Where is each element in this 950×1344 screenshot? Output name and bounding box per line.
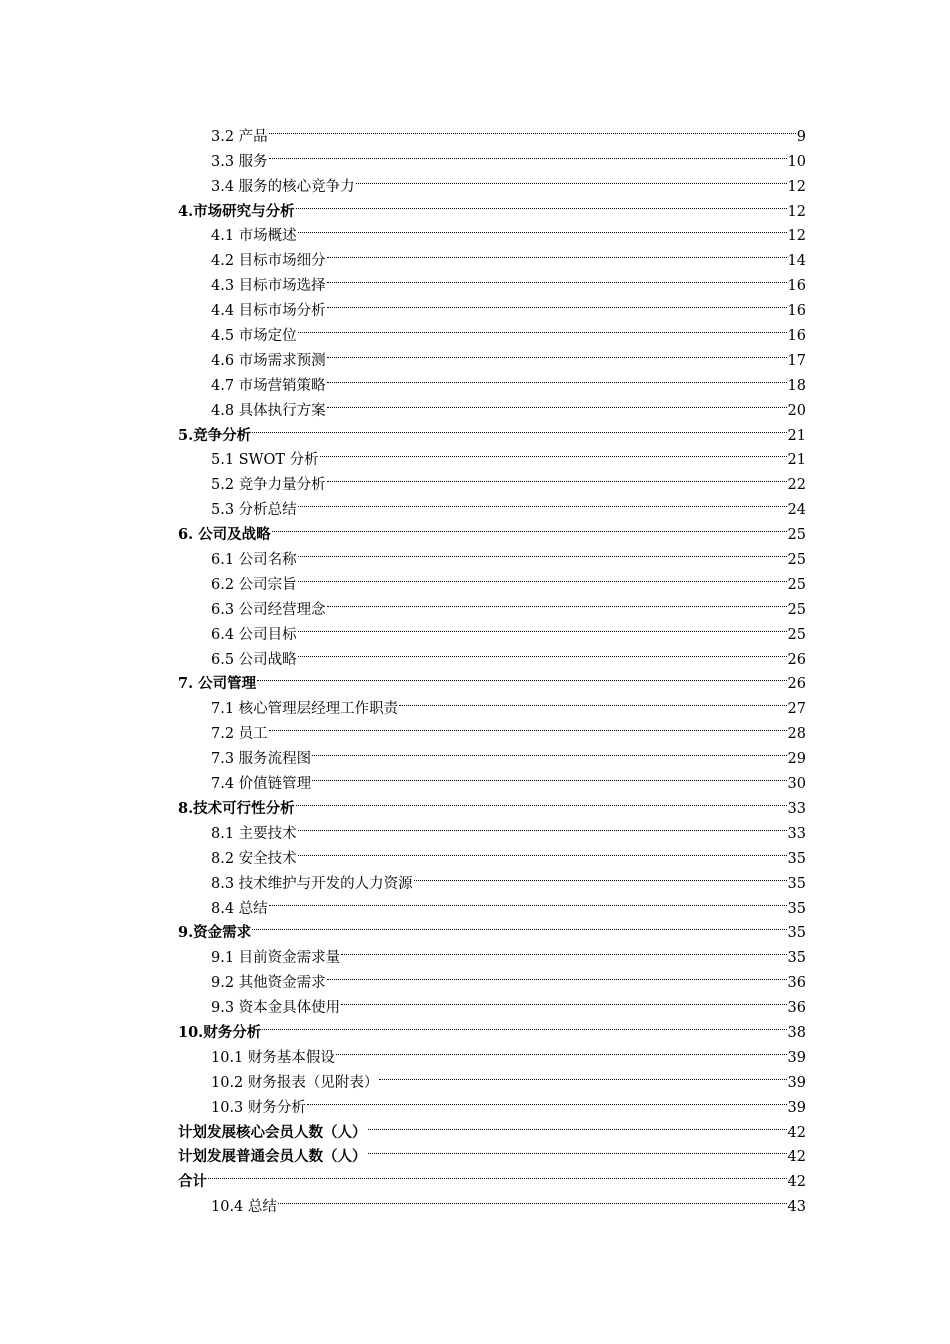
toc-page-number: 30 bbox=[787, 776, 806, 793]
toc-page-number: 43 bbox=[787, 1199, 806, 1216]
toc-entry[interactable] bbox=[178, 738, 806, 768]
toc-entry-label: 6.2 公司宗旨 bbox=[211, 576, 297, 593]
toc-page-number: 42 bbox=[787, 1174, 806, 1191]
toc-entry[interactable] bbox=[178, 514, 806, 544]
toc-entry[interactable] bbox=[178, 713, 806, 743]
toc-entry-label: 4.1 市场概述 bbox=[211, 228, 297, 245]
toc-page-number: 25 bbox=[787, 601, 806, 618]
toc-dot-leader bbox=[297, 216, 788, 241]
toc-entry-label: 7.1 核心管理层经理工作职责 bbox=[211, 701, 399, 718]
toc-entry-label: 计划发展普通会员人数（人） bbox=[178, 1148, 367, 1166]
toc-dot-leader bbox=[207, 1161, 788, 1186]
toc-page-number: 35 bbox=[787, 850, 806, 867]
toc-entry-label: 4.7 市场营销策略 bbox=[211, 377, 326, 394]
toc-entry-label: 8.技术可行性分析 bbox=[178, 799, 295, 817]
toc-dot-leader bbox=[295, 191, 788, 216]
toc-entry[interactable] bbox=[178, 539, 806, 569]
toc-page-number: 42 bbox=[787, 1124, 806, 1141]
toc-entry-label: 3.4 服务的核心竞争力 bbox=[211, 178, 355, 195]
toc-page-number: 25 bbox=[787, 626, 806, 643]
toc-page-number: 39 bbox=[787, 1074, 806, 1091]
toc-page-number: 12 bbox=[787, 203, 806, 220]
toc-dot-leader bbox=[340, 987, 787, 1012]
toc-dot-leader bbox=[295, 788, 788, 813]
toc-page-number: 21 bbox=[787, 452, 806, 469]
table-of-contents bbox=[178, 116, 806, 1216]
toc-entry-label: 10.1 财务基本假设 bbox=[211, 1049, 335, 1066]
toc-page-number: 39 bbox=[787, 1099, 806, 1116]
toc-page-number: 16 bbox=[787, 303, 806, 320]
toc-entry-label: 5.竞争分析 bbox=[178, 426, 252, 444]
toc-dot-leader bbox=[251, 415, 787, 440]
toc-entry[interactable] bbox=[178, 166, 806, 195]
toc-page-number: 9 bbox=[796, 128, 806, 145]
toc-dot-leader bbox=[297, 813, 788, 838]
toc-page-number: 14 bbox=[787, 253, 806, 270]
toc-entry-label: 10.3 财务分析 bbox=[211, 1099, 306, 1116]
toc-page-number: 35 bbox=[787, 900, 806, 917]
toc-dot-leader bbox=[413, 863, 788, 888]
toc-entry[interactable] bbox=[178, 913, 806, 942]
toc-page-number: 25 bbox=[787, 552, 806, 569]
toc-dot-leader bbox=[326, 365, 788, 390]
toc-page-number: 18 bbox=[787, 377, 806, 394]
toc-dot-leader bbox=[378, 1062, 787, 1087]
toc-page-number: 35 bbox=[787, 950, 806, 967]
toc-page-number: 35 bbox=[787, 875, 806, 892]
toc-dot-leader bbox=[277, 1186, 788, 1211]
toc-entry-label: 7.4 价值链管理 bbox=[211, 776, 312, 793]
toc-page-number: 33 bbox=[787, 800, 806, 817]
toc-dot-leader bbox=[268, 116, 797, 141]
toc-dot-leader bbox=[326, 464, 788, 489]
toc-entry-label: 3.3 服务 bbox=[211, 153, 268, 170]
toc-dot-leader bbox=[311, 738, 787, 763]
toc-dot-leader bbox=[326, 589, 788, 614]
toc-dot-leader bbox=[297, 639, 788, 664]
toc-dot-leader bbox=[297, 539, 788, 564]
toc-page-number: 20 bbox=[787, 402, 806, 419]
toc-entry-label: 5.3 分析总结 bbox=[211, 502, 297, 519]
toc-dot-leader bbox=[261, 1012, 787, 1037]
toc-entry-label: 4.3 目标市场选择 bbox=[211, 278, 326, 295]
toc-dot-leader bbox=[271, 514, 788, 539]
toc-page-number: 17 bbox=[787, 352, 806, 369]
toc-dot-leader bbox=[326, 962, 788, 987]
toc-entry-label: 4.6 市场需求预测 bbox=[211, 352, 326, 369]
toc-dot-leader bbox=[335, 1037, 788, 1062]
toc-page-number: 24 bbox=[787, 502, 806, 519]
toc-entry-label: 10.财务分析 bbox=[178, 1023, 262, 1041]
toc-entry[interactable] bbox=[178, 1037, 806, 1066]
toc-dot-leader bbox=[326, 240, 788, 265]
toc-entry[interactable] bbox=[178, 664, 806, 693]
toc-dot-leader bbox=[367, 1137, 788, 1162]
toc-page-number: 12 bbox=[787, 228, 806, 245]
toc-page-number: 16 bbox=[787, 328, 806, 345]
toc-entry[interactable] bbox=[178, 141, 806, 170]
toc-entry-label: 7. 公司管理 bbox=[178, 675, 257, 693]
toc-entry-label: 9.3 资本金具体使用 bbox=[211, 1000, 341, 1017]
toc-entry[interactable] bbox=[178, 1186, 806, 1216]
toc-dot-leader bbox=[326, 340, 788, 365]
toc-entry-label: 8.2 安全技术 bbox=[211, 850, 297, 867]
toc-page-number: 39 bbox=[787, 1049, 806, 1066]
toc-page-number: 36 bbox=[787, 1000, 806, 1017]
toc-dot-leader bbox=[268, 141, 788, 166]
toc-entry[interactable] bbox=[178, 937, 806, 967]
toc-page-number: 25 bbox=[787, 576, 806, 593]
toc-page-number: 27 bbox=[787, 701, 806, 718]
toc-entry-label: 5.1 SWOT 分析 bbox=[211, 452, 319, 469]
toc-entry-label: 3.2 产品 bbox=[211, 128, 268, 145]
toc-dot-leader bbox=[297, 315, 788, 340]
toc-page-number: 33 bbox=[787, 825, 806, 842]
toc-page-number: 12 bbox=[787, 178, 806, 195]
toc-entry-label: 9.资金需求 bbox=[178, 924, 252, 942]
toc-page-number: 29 bbox=[787, 751, 806, 768]
toc-entry-label: 4.8 具体执行方案 bbox=[211, 402, 326, 419]
toc-dot-leader bbox=[326, 390, 788, 415]
toc-page-number: 21 bbox=[787, 427, 806, 444]
toc-entry-label: 4.4 目标市场分析 bbox=[211, 303, 326, 320]
toc-entry[interactable] bbox=[178, 1161, 806, 1191]
toc-dot-leader bbox=[340, 937, 787, 962]
toc-entry-label: 6.3 公司经营理念 bbox=[211, 601, 326, 618]
toc-page-number: 22 bbox=[787, 477, 806, 494]
toc-entry[interactable] bbox=[178, 1012, 806, 1041]
toc-dot-leader bbox=[268, 713, 788, 738]
toc-page-number: 36 bbox=[787, 975, 806, 992]
toc-page-number: 35 bbox=[787, 925, 806, 942]
toc-entry-label: 6. 公司及战略 bbox=[178, 526, 271, 544]
toc-entry-label: 7.3 服务流程图 bbox=[211, 751, 312, 768]
toc-entry-label: 6.5 公司战略 bbox=[211, 651, 297, 668]
toc-dot-leader bbox=[306, 1087, 788, 1112]
toc-entry-label: 计划发展核心会员人数（人） bbox=[178, 1123, 367, 1141]
toc-dot-leader bbox=[297, 564, 788, 589]
toc-entry-label: 8.4 总结 bbox=[211, 900, 268, 917]
toc-entry-label: 9.1 目前资金需求量 bbox=[211, 950, 341, 967]
toc-entry-label: 4.2 目标市场细分 bbox=[211, 253, 326, 270]
toc-page-number: 26 bbox=[787, 676, 806, 693]
toc-dot-leader bbox=[326, 290, 788, 315]
toc-dot-leader bbox=[311, 763, 787, 788]
toc-entry[interactable] bbox=[178, 688, 806, 718]
toc-entry-label: 9.2 其他资金需求 bbox=[211, 975, 326, 992]
toc-dot-leader bbox=[297, 489, 788, 514]
toc-page-number: 38 bbox=[787, 1024, 806, 1041]
toc-page-number: 16 bbox=[787, 278, 806, 295]
toc-entry-label: 5.2 竞争力量分析 bbox=[211, 477, 326, 494]
toc-entry-label: 7.2 员工 bbox=[211, 726, 268, 743]
toc-dot-leader bbox=[367, 1112, 788, 1137]
toc-entry-label: 合计 bbox=[178, 1173, 207, 1191]
toc-entry[interactable] bbox=[178, 116, 806, 145]
toc-dot-leader bbox=[268, 888, 788, 913]
toc-entry-label: 6.4 公司目标 bbox=[211, 626, 297, 643]
toc-entry[interactable] bbox=[178, 888, 806, 917]
toc-entry-label: 10.4 总结 bbox=[211, 1199, 277, 1216]
toc-page-number: 42 bbox=[787, 1149, 806, 1166]
toc-entry-label: 8.3 技术维护与开发的人力资源 bbox=[211, 875, 413, 892]
toc-entry-label: 10.2 财务报表（见附表） bbox=[211, 1074, 379, 1091]
toc-page-number: 10 bbox=[787, 153, 806, 170]
toc-entry[interactable] bbox=[178, 415, 806, 444]
toc-dot-leader bbox=[256, 664, 787, 689]
toc-dot-leader bbox=[297, 838, 788, 863]
toc-dot-leader bbox=[398, 688, 787, 713]
toc-page-number: 26 bbox=[787, 651, 806, 668]
toc-page-number: 28 bbox=[787, 726, 806, 743]
toc-entry[interactable] bbox=[178, 440, 806, 469]
toc-entry-label: 6.1 公司名称 bbox=[211, 552, 297, 569]
toc-entry-label: 8.1 主要技术 bbox=[211, 825, 297, 842]
toc-dot-leader bbox=[326, 265, 788, 290]
toc-entry-label: 4.5 市场定位 bbox=[211, 328, 297, 345]
toc-dot-leader bbox=[297, 614, 788, 639]
toc-dot-leader bbox=[355, 166, 788, 191]
toc-entry-label: 4.市场研究与分析 bbox=[178, 202, 295, 220]
toc-page-number: 25 bbox=[787, 527, 806, 544]
toc-dot-leader bbox=[251, 913, 787, 938]
toc-dot-leader bbox=[319, 440, 788, 465]
